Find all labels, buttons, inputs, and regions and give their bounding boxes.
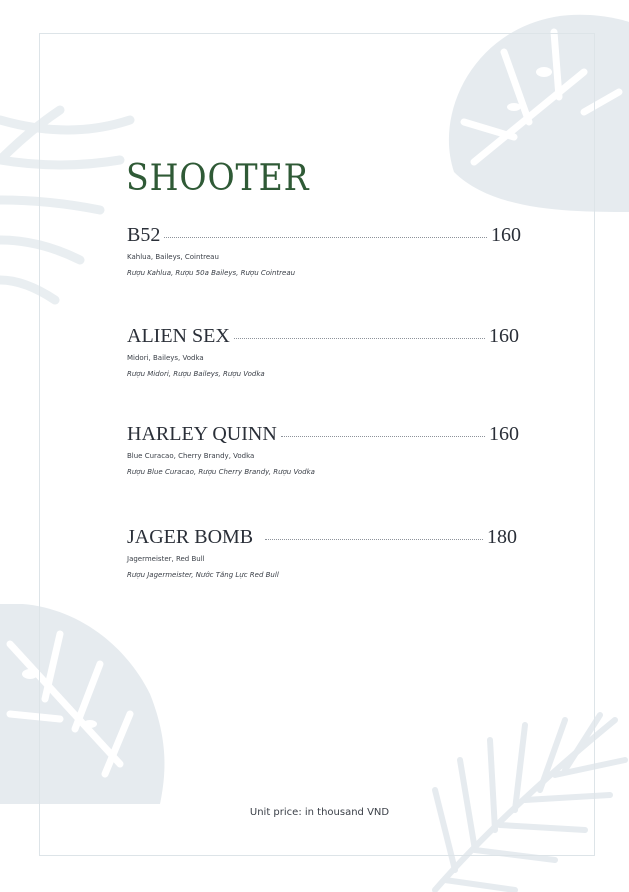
item-ingredients-vi: Rượu Kahlua, Rượu 50a Baileys, Rượu Cointreau bbox=[127, 269, 296, 277]
item-price: 160 bbox=[489, 423, 519, 445]
item-price: 180 bbox=[487, 526, 517, 548]
dotted-leader bbox=[234, 338, 485, 339]
item-ingredients: Blue Curacao, Cherry Brandy, Vodka bbox=[127, 452, 255, 460]
item-ingredients-vi: Rượu Midori, Rượu Baileys, Rượu Vodka bbox=[127, 370, 265, 378]
dotted-leader bbox=[265, 539, 483, 540]
item-price: 160 bbox=[491, 224, 521, 246]
menu-item-harley-quinn bbox=[127, 423, 519, 476]
item-name: B52 bbox=[127, 224, 161, 246]
dotted-leader bbox=[281, 436, 485, 437]
item-ingredients: Midori, Baileys, Vodka bbox=[127, 354, 204, 362]
item-ingredients: Kahlua, Baileys, Cointreau bbox=[127, 253, 219, 261]
item-price: 160 bbox=[489, 325, 519, 347]
item-name: JAGER BOMB bbox=[127, 526, 254, 548]
unit-price-note: Unit price: in thousand VND bbox=[249, 807, 390, 818]
item-name: HARLEY QUINN bbox=[127, 423, 277, 445]
item-ingredients: Jagermeister, Red Bull bbox=[127, 555, 205, 563]
section-title: SHOOTER bbox=[126, 158, 310, 199]
dotted-leader bbox=[164, 237, 487, 238]
menu-item-b52 bbox=[127, 224, 521, 277]
menu-item-jager-bomb bbox=[127, 526, 517, 579]
item-ingredients-vi: Rượu Jagermeister, Nước Tăng Lực Red Bull bbox=[127, 571, 279, 579]
item-ingredients-vi: Rượu Blue Curacao, Rượu Cherry Brandy, Rượu Vodka bbox=[127, 468, 315, 476]
item-name: ALIEN SEX bbox=[127, 325, 230, 347]
menu-item-alien-sex bbox=[127, 325, 519, 378]
